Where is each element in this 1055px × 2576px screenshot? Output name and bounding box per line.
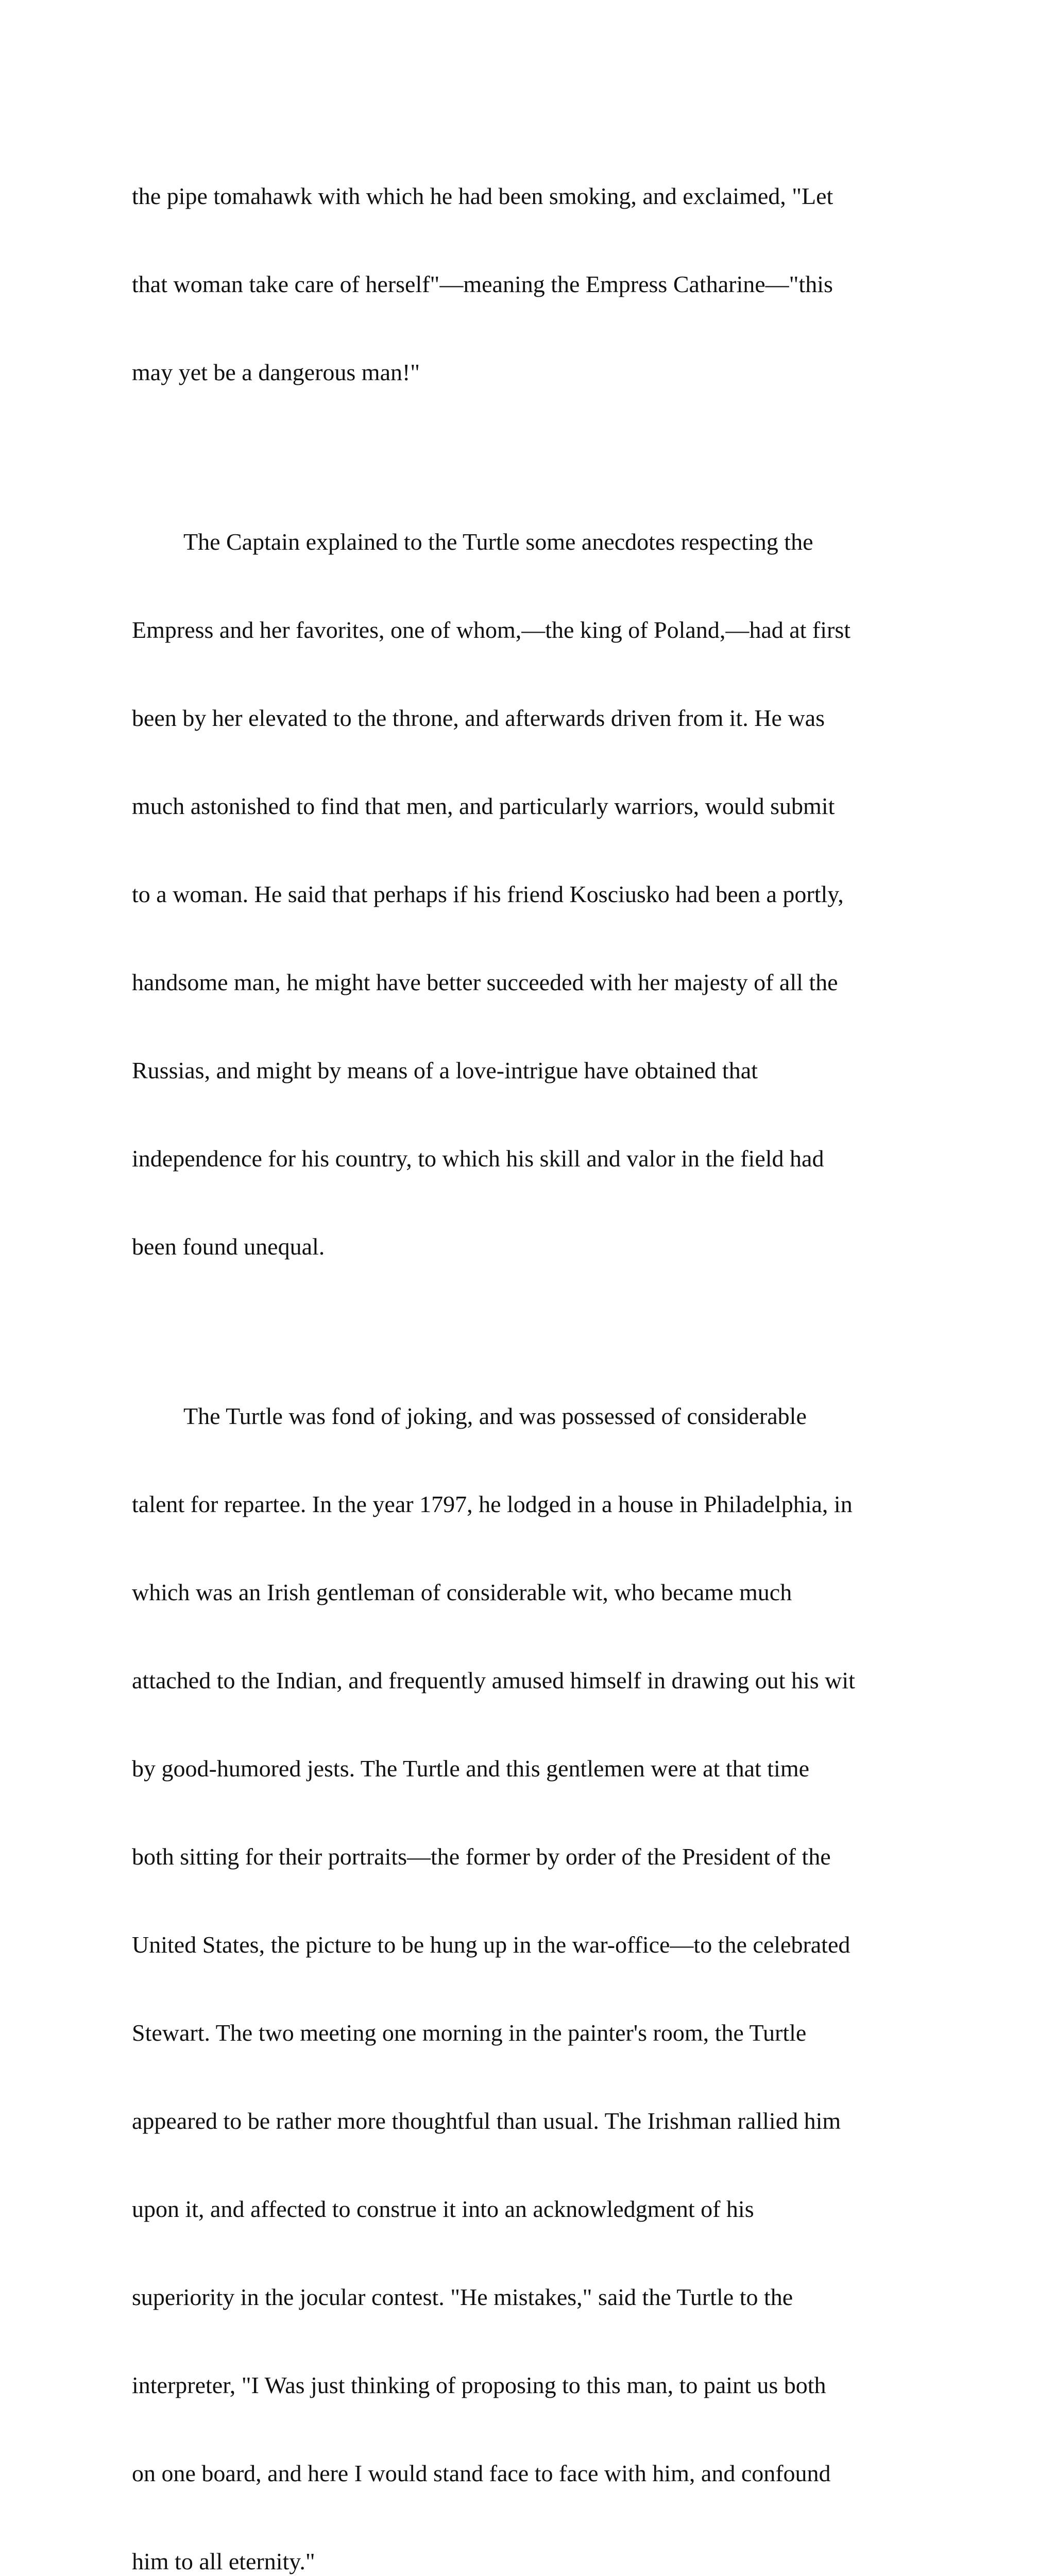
paragraph-3 [132,1343,925,2576]
paragraph-2-line-1-text: The Captain explained to the Turtle some anecdotes respecting the [183,529,813,555]
paragraph-2 [132,468,925,1320]
paragraph-2-line-7: Russias, and might by means of a love-intrigue have obtained that [132,1057,758,1083]
paragraph-2-line-3: been by her elevated to the throne, and afterwards driven from it. He was [132,705,825,731]
paragraph-1-line-1: the pipe tomahawk with which he had been smoking, and exclaimed, "Let [132,183,833,209]
paragraph-3-line-14: him to all eternity." [132,2548,315,2574]
paragraph-2-line-5: to a woman. He said that perhaps if his friend Kosciusko had been a portly, [132,881,844,907]
paragraph-3-line-7: United States, the picture to be hung up in the war-office—to the celebrated [132,1931,850,1958]
paragraph-3-line-13: on one board, and here I would stand face to face with him, and confound [132,2460,831,2486]
paragraph-3-line-6: both sitting for their portraits—the former by order of the President of the [132,1843,831,1870]
paragraph-3-line-2: talent for repartee. In the year 1797, he lodged in a house in Philadelphia, in [132,1491,853,1517]
paragraph-2-line-1 [132,527,925,556]
paragraph-1-line-2: that woman take care of herself"—meaning the Empress Catharine—"this [132,271,833,297]
paragraph-3-line-11: superiority in the jocular contest. "He mistakes," said the Turtle to the [132,2284,793,2310]
paragraph-2-line-9: been found unequal. [132,1233,325,1260]
paragraph-3-line-3: which was an Irish gentleman of considerable wit, who became much [132,1579,792,1605]
paragraph-3-line-5: by good-humored jests. The Turtle and this gentlemen were at that time [132,1755,810,1782]
paragraph-2-line-8: independence for his country, to which his skill and valor in the field had [132,1145,824,1172]
paragraph-3-line-8: Stewart. The two meeting one morning in the painter's room, the Turtle [132,2020,807,2046]
text-body [132,123,925,2576]
paragraph-3-line-1-text: The Turtle was fond of joking, and was possessed of considerable [183,1403,807,1429]
paragraph-3-line-10: upon it, and affected to construe it into an acknowledgment of his [132,2196,754,2222]
paragraph-2-line-4: much astonished to find that men, and particularly warriors, would submit [132,793,835,819]
paragraph-3-line-9: appeared to be rather more thoughtful than usual. The Irishman rallied him [132,2108,841,2134]
paragraph-1-line-3: may yet be a dangerous man!" [132,359,420,385]
paragraph-2-line-6: handsome man, he might have better succeeded with her majesty of all the [132,969,838,995]
paragraph-3-line-12: interpreter, "I Was just thinking of proposing to this man, to paint us both [132,2372,826,2398]
paragraph-3-line-1 [132,1401,925,1431]
paragraph-3-line-4: attached to the Indian, and frequently amused himself in drawing out his wit [132,1667,855,1693]
paragraph-2-line-2: Empress and her favorites, one of whom,—the king of Poland,—had at first [132,617,851,643]
paragraph-1 [132,123,925,446]
